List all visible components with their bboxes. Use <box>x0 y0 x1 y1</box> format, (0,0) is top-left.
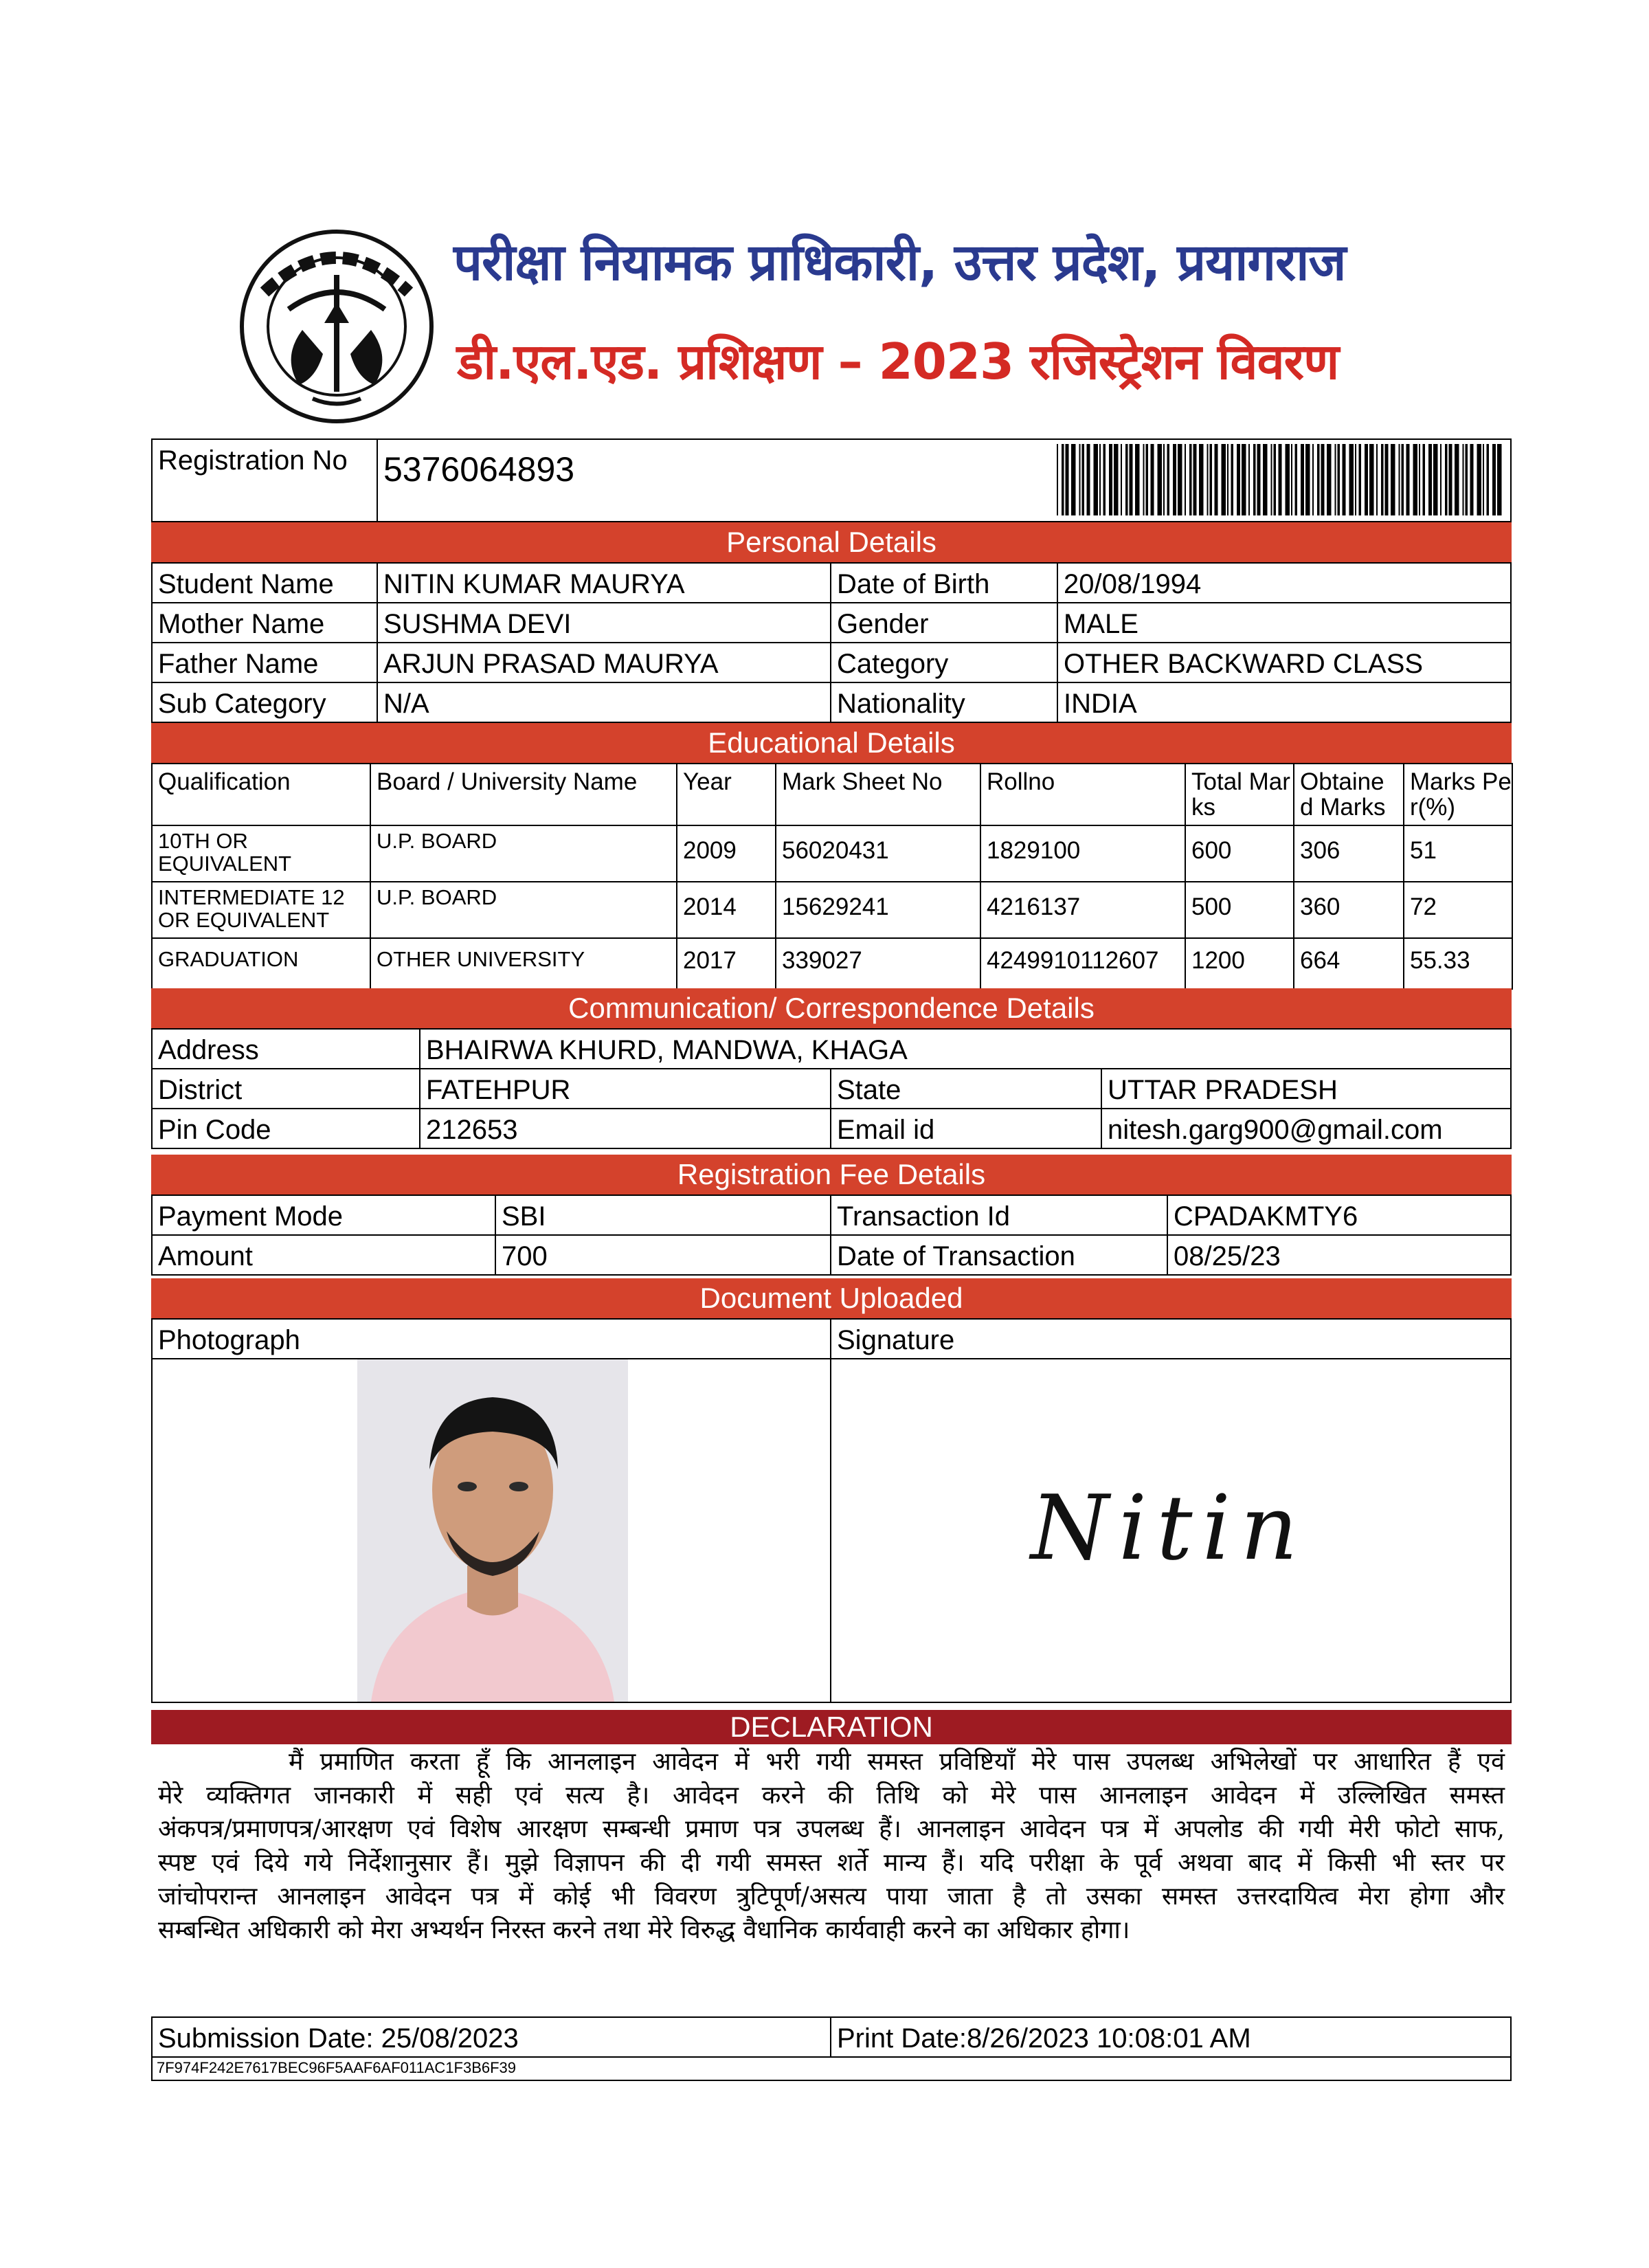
student-name-label: Student Name <box>151 562 378 603</box>
barcode-bar <box>1146 444 1149 515</box>
dob-label: Date of Birth <box>830 562 1058 603</box>
education-header-cell: Qualification <box>151 763 371 826</box>
barcode-bar <box>1445 444 1448 515</box>
barcode-bar <box>1158 444 1163 515</box>
barcode-bar <box>1253 444 1256 515</box>
barcode-bar <box>1402 444 1404 515</box>
state-value: UTTAR PRADESH <box>1101 1068 1512 1109</box>
barcode-bar <box>1399 444 1400 515</box>
authority-title: परीक्षा नियामक प्राधिकारी, उत्तर प्रदेश, प्रयागराज <box>453 233 1346 292</box>
transaction-date-label: Date of Transaction <box>830 1234 1168 1276</box>
education-cell: 56020431 <box>775 825 981 882</box>
barcode-bar <box>1185 444 1186 515</box>
barcode-bar <box>1463 444 1464 515</box>
barcode-bar <box>1215 444 1218 515</box>
education-cell: 55.33 <box>1403 937 1513 990</box>
declaration-line: मैं प्रमाणित करता हूँ कि आनलाइन आवेदन में भरी गयी समस्त प्रविष्टियाँ मेरे पास उपलब्ध अभिलेखों पर आधारित हैं एवं <box>289 1748 1505 1776</box>
barcode-bar <box>1237 444 1240 515</box>
submission-date: Submission Date: 25/08/2023 <box>151 2016 831 2058</box>
education-cell: 72 <box>1403 881 1513 939</box>
father-name-value: ARJUN PRASAD MAURYA <box>377 642 831 683</box>
fee-details-heading: Registration Fee Details <box>151 1155 1512 1196</box>
education-cell: 1829100 <box>980 825 1186 882</box>
category-label: Category <box>830 642 1058 683</box>
barcode <box>1057 444 1503 515</box>
student-name-value: NITIN KUMAR MAURYA <box>377 562 831 603</box>
applicant-signature: Nitin <box>1031 1476 1308 1580</box>
declaration-text <box>151 1744 1512 1950</box>
barcode-bar <box>1385 444 1389 515</box>
nationality-value: INDIA <box>1057 682 1512 723</box>
barcode-bar <box>1455 444 1459 515</box>
barcode-bar <box>1062 444 1064 515</box>
barcode-bar <box>1178 444 1182 515</box>
declaration-line: जांचोपरान्त आनलाइन आवेदन पत्र में कोई भी विवरण त्रुटिपूर्ण/असत्य पाया जाता है तो उसका समस्त उत्तरदायित्व मेरा होगा और <box>158 1882 1505 1911</box>
education-cell: 15629241 <box>775 881 981 939</box>
education-cell: 306 <box>1293 825 1404 882</box>
applicant-photo <box>357 1359 628 1702</box>
barcode-bar <box>1135 444 1140 515</box>
education-header-cell: Mark Sheet No <box>775 763 981 826</box>
barcode-bar <box>1257 444 1261 515</box>
education-cell: 51 <box>1403 825 1513 882</box>
barcode-bar <box>1057 444 1058 515</box>
barcode-bar <box>1301 444 1304 515</box>
barcode-bar <box>1466 444 1468 515</box>
registration-label: Registration No <box>151 438 378 522</box>
barcode-bar <box>1189 444 1192 515</box>
education-cell: 2014 <box>676 881 776 939</box>
education-cell: 500 <box>1185 881 1294 939</box>
barcode-bar <box>1419 444 1420 515</box>
signature-label: Signature <box>830 1318 1512 1359</box>
dob-value: 20/08/1994 <box>1057 562 1512 603</box>
address-value: BHAIRWA KHURD, MANDWA, KHAGA <box>419 1028 1512 1069</box>
barcode-bar <box>1376 444 1378 515</box>
amount-label: Amount <box>151 1234 496 1276</box>
barcode-bar <box>1470 444 1474 515</box>
education-header-cell: Total Marks <box>1185 763 1294 826</box>
gender-label: Gender <box>830 602 1058 643</box>
barcode-bar <box>1143 444 1145 515</box>
barcode-bar <box>1327 444 1332 515</box>
registration-value: 5376064893 <box>383 450 575 489</box>
barcode-bar <box>1355 444 1356 515</box>
father-name-label: Father Name <box>151 642 378 683</box>
barcode-bar <box>1406 444 1410 515</box>
barcode-bar <box>1167 444 1170 515</box>
education-header-cell: Year <box>676 763 776 826</box>
barcode-bar <box>1099 444 1101 515</box>
barcode-bar <box>1082 444 1085 515</box>
barcode-bar <box>1487 444 1490 515</box>
barcode-bar <box>1263 444 1268 515</box>
education-cell: GRADUATION <box>151 937 371 990</box>
barcode-bar <box>1369 444 1374 515</box>
nationality-label: Nationality <box>830 682 1058 723</box>
barcode-bar <box>1199 444 1204 515</box>
education-cell: 4216137 <box>980 881 1186 939</box>
photograph-box <box>151 1358 831 1703</box>
address-label: Address <box>151 1028 420 1069</box>
pin-code-value: 212653 <box>419 1108 831 1149</box>
barcode-bar <box>1094 444 1099 515</box>
barcode-bar <box>1391 444 1395 515</box>
barcode-bar <box>1312 444 1314 515</box>
education-header-cell: Obtaine d Marks <box>1293 763 1404 826</box>
declaration-line: सम्बन्धित अधिकारी को मेरा अभ्यर्थन निरस्त करने तथा मेरे विरुद्ध वैधानिक कार्यवाही करने का अधिकार होगा। <box>158 1916 1130 1944</box>
barcode-bar <box>1222 444 1226 515</box>
barcode-bar <box>1079 444 1081 515</box>
barcode-bar <box>1492 444 1496 515</box>
barcode-bar <box>1130 444 1133 515</box>
declaration-line: स्पष्ट एवं दिये गये निर्देशानुसार हैं। मुझे विज्ञापन की दी गयी समस्त शर्ते मान्य हैं। यदि परीक्षा के पूर्व अथवा बाद में किसी भी स्तर पर <box>158 1849 1505 1877</box>
barcode-bar <box>1207 444 1209 515</box>
registration-form <box>151 438 1512 2082</box>
transaction-id-label: Transaction Id <box>830 1194 1168 1236</box>
district-value: FATEHPUR <box>419 1068 831 1109</box>
education-cell: 1200 <box>1185 937 1294 990</box>
education-cell: 664 <box>1293 937 1404 990</box>
barcode-bar <box>1497 444 1502 515</box>
barcode-bar <box>1477 444 1482 515</box>
barcode-bar <box>1305 444 1310 515</box>
barcode-bar <box>1483 444 1484 515</box>
barcode-bar <box>1359 444 1362 515</box>
sub-category-label: Sub Category <box>151 682 378 723</box>
barcode-bar <box>1381 444 1384 515</box>
category-value: OTHER BACKWARD CLASS <box>1057 642 1512 683</box>
education-cell: OTHER UNIVERSITY <box>370 937 677 990</box>
education-cell: 2017 <box>676 937 776 990</box>
print-date: Print Date:8/26/2023 10:08:01 AM <box>830 2016 1512 2058</box>
document-uploaded-heading: Document Uploaded <box>151 1278 1512 1320</box>
barcode-bar <box>1109 444 1112 515</box>
barcode-bar <box>1423 444 1426 515</box>
barcode-bar <box>1365 444 1368 515</box>
barcode-bar <box>1103 444 1106 515</box>
barcode-bar <box>1349 444 1354 515</box>
mother-name-value: SUSHMA DEVI <box>377 602 831 643</box>
gender-value: MALE <box>1057 602 1512 643</box>
barcode-bar <box>1321 444 1325 515</box>
barcode-bar <box>1291 444 1292 515</box>
education-cell: U.P. BOARD <box>370 881 677 939</box>
communication-details-heading: Communication/ Correspondence Details <box>151 988 1512 1030</box>
barcode-bar <box>1173 444 1176 515</box>
barcode-bar <box>1433 444 1438 515</box>
signature-box <box>830 1358 1512 1703</box>
personal-details-heading: Personal Details <box>151 522 1512 564</box>
district-label: District <box>151 1068 420 1109</box>
barcode-bar <box>1449 444 1452 515</box>
education-cell: INTERMEDIATE 12 OR EQUIVALENT <box>151 881 371 939</box>
barcode-bar <box>1151 444 1154 515</box>
barcode-bar <box>1428 444 1432 515</box>
pin-code-label: Pin Code <box>151 1108 420 1149</box>
barcode-bar <box>1193 444 1197 515</box>
barcode-bar <box>1071 444 1076 515</box>
declaration-line: अंकपत्र/प्रमाणपत्र/आरक्षण एवं विशेष आरक्षण सम्बन्धी प्रमाण पत्र उपलब्ध हैं। आनलाइन आवेदन पत्र में अपलोड की गयी मेरी फोटो साफ, <box>158 1815 1505 1843</box>
education-header-cell: Board / University Name <box>370 763 677 826</box>
educational-details-heading: Educational Details <box>151 723 1512 764</box>
email-label: Email id <box>830 1108 1102 1149</box>
barcode-bar <box>1413 444 1418 515</box>
email-value: nitesh.garg900@gmail.com <box>1101 1108 1512 1149</box>
document-hash: 7F974F242E7617BEC96F5AAF6AF011AC1F3B6F39 <box>151 2056 1512 2081</box>
mother-name-label: Mother Name <box>151 602 378 643</box>
education-cell: U.P. BOARD <box>370 825 677 882</box>
declaration-line: मेरे व्यक्तिगत जानकारी में सही एवं सत्य है। आवेदन करने की तिथि को मेरे पास आनलाइन आवेदन में उल्लिखित समस्त <box>158 1781 1505 1810</box>
payment-mode-label: Payment Mode <box>151 1194 496 1236</box>
transaction-date-value: 08/25/23 <box>1167 1234 1512 1276</box>
state-label: State <box>830 1068 1102 1109</box>
barcode-bar <box>1125 444 1128 515</box>
barcode-bar <box>1279 444 1282 515</box>
barcode-bar <box>1227 444 1229 515</box>
sub-category-value: N/A <box>377 682 831 723</box>
barcode-bar <box>1087 444 1090 515</box>
barcode-bar <box>1248 444 1250 515</box>
barcode-bar <box>1163 444 1165 515</box>
barcode-bar <box>1335 444 1336 515</box>
education-header-cell: Rollno <box>980 763 1186 826</box>
barcode-bar <box>1338 444 1340 515</box>
barcode-bar <box>1274 444 1277 515</box>
amount-value: 700 <box>495 1234 831 1276</box>
education-header-cell: Marks Per(%) <box>1403 763 1513 826</box>
education-cell: 2009 <box>676 825 776 882</box>
barcode-bar <box>1271 444 1272 515</box>
photograph-label: Photograph <box>151 1318 831 1359</box>
payment-mode-value: SBI <box>495 1194 831 1236</box>
education-cell: 4249910112607 <box>980 937 1186 990</box>
barcode-bar <box>1242 444 1246 515</box>
up-government-seal-icon <box>237 227 436 426</box>
declaration-heading: DECLARATION <box>151 1710 1512 1744</box>
form-subtitle: डी.एल.एड. प्रशिक्षण – 2023 रजिस्ट्रेशन विवरण <box>457 333 1339 390</box>
education-cell: 10TH OR EQUIVALENT <box>151 825 371 882</box>
transaction-id-value: CPADAKMTY6 <box>1167 1194 1512 1236</box>
barcode-bar <box>1121 444 1122 515</box>
barcode-bar <box>1066 444 1069 515</box>
barcode-bar <box>1440 444 1442 515</box>
education-cell: 339027 <box>775 937 981 990</box>
barcode-bar <box>1317 444 1320 515</box>
barcode-bar <box>1231 444 1234 515</box>
barcode-bar <box>1286 444 1290 515</box>
education-table <box>151 763 1512 988</box>
barcode-bar <box>1343 444 1346 515</box>
education-cell: 600 <box>1185 825 1294 882</box>
barcode-bar <box>1210 444 1213 515</box>
barcode-bar <box>1295 444 1298 515</box>
barcode-bar <box>1114 444 1119 515</box>
education-cell: 360 <box>1293 881 1404 939</box>
